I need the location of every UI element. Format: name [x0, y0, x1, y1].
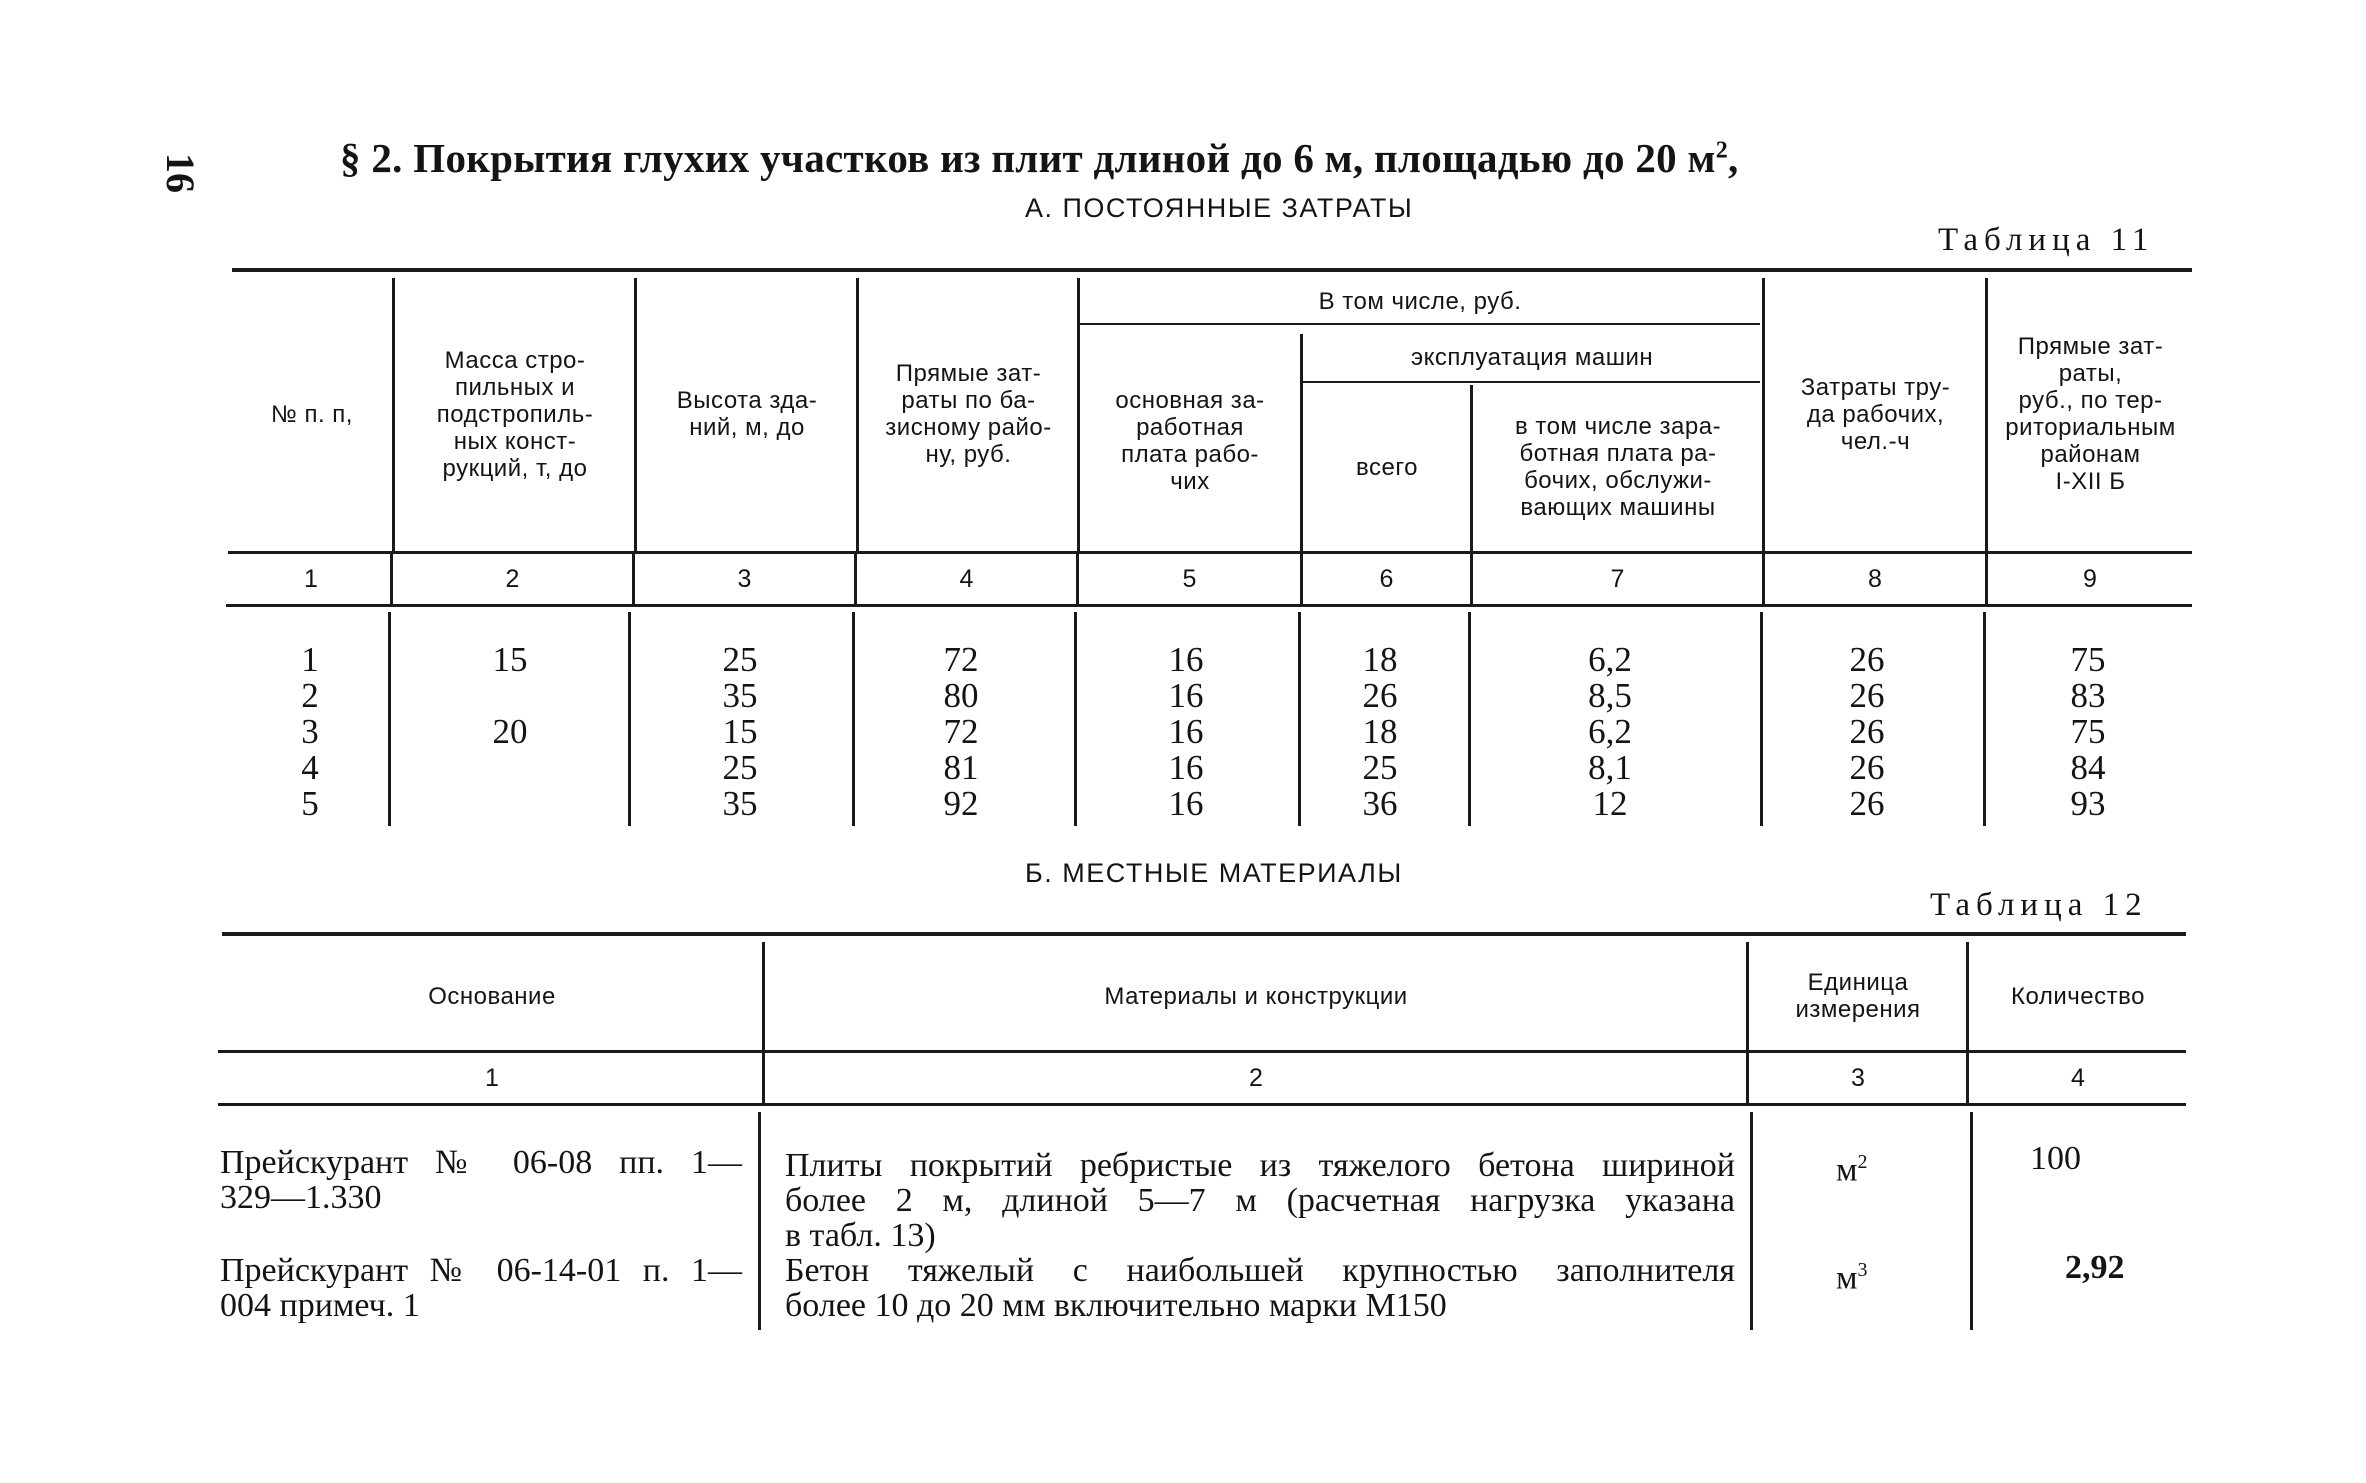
- t11-vline: [852, 612, 855, 826]
- t11-colnum: 9: [2083, 564, 2097, 593]
- t11-vline: [388, 612, 391, 826]
- t12-colnum: 2: [1249, 1063, 1263, 1092]
- t11-colnum: 7: [1610, 564, 1625, 593]
- t11-header-machine-operation: эксплуатация машин: [1410, 343, 1654, 371]
- t11-header-including: В том числе, руб.: [1318, 287, 1522, 315]
- t12-row2-material-line1: Бетон тяжелый с наибольшей крупностью заполнителя: [785, 1252, 1735, 1289]
- t11-header-machine-total: всего: [1356, 453, 1418, 481]
- t12-row1-unit: [1836, 1145, 1868, 1187]
- t12-row2-basis-line2: 004 примеч. 1: [220, 1287, 420, 1324]
- t11-header-mass: Масса стро- пильных и подстропиль- ных конст- рукций, т, до: [436, 346, 594, 482]
- section-title-tail: ,: [1728, 135, 1739, 181]
- t12-header-unit: Единица измерения: [1795, 969, 1921, 1023]
- t12-vline: [1966, 942, 1969, 1050]
- t11-vline: [1762, 278, 1765, 551]
- t11-colnum: 1: [304, 564, 318, 593]
- t11-header-rule: [228, 551, 2192, 554]
- t12-row2-unit: [1836, 1253, 1868, 1295]
- t12-row1-basis-line2: 329—1.330: [220, 1179, 382, 1216]
- t12-vline: [1970, 1112, 1973, 1330]
- t11-header-base-wage: основная за- работная плата рабо- чих: [1115, 387, 1265, 495]
- t12-row1-quantity: 100: [2030, 1140, 2081, 1177]
- t11-top-rule: [232, 268, 2192, 272]
- t12-row2-material-line2: более 10 до 20 мм включительно марки М150: [785, 1287, 1447, 1324]
- subheading-constant-costs: А. ПОСТОЯННЫЕ ЗАТРАТЫ: [1025, 193, 1414, 223]
- t11-colnum: 6: [1379, 564, 1394, 593]
- t12-row2-basis-line1: Прейскурант № 06-14-01 п. 1—: [220, 1252, 742, 1289]
- t12-vline: [758, 1112, 761, 1330]
- t12-header-quantity: Количество: [2011, 982, 2145, 1010]
- t12-row1-material-line2: более 2 м, длиной 5—7 м (расчетная нагрузка указана: [785, 1182, 1735, 1219]
- section-title-text: § 2. Покрытия глухих участков из плит длиной до 6 м, площадью до 20 м: [340, 135, 1716, 181]
- t12-vline: [1966, 1053, 1969, 1103]
- t12-row1-unit-superscript: 2: [1857, 1151, 1868, 1173]
- table-11-label: Таблица 11: [1938, 222, 2155, 258]
- t11-col-height: 25 35 15 25 35: [722, 640, 758, 823]
- page-number: 16: [158, 153, 203, 193]
- t11-vline: [1983, 612, 1986, 826]
- t11-vline: [1760, 612, 1763, 826]
- table-12-label: Таблица 12: [1930, 887, 2148, 923]
- t12-vline: [762, 1053, 765, 1103]
- section-title: [340, 134, 1739, 182]
- t12-header-materials: Материалы и конструкции: [1104, 982, 1408, 1010]
- t12-vline: [762, 942, 765, 1050]
- t11-col-machine-wage: 6,2 8,5 6,2 8,1 12: [1588, 640, 1632, 823]
- t11-group-rule: [1080, 323, 1760, 325]
- t11-vline: [634, 278, 637, 551]
- t11-col-territorial: 75 83 75 84 93: [2070, 640, 2106, 823]
- section-title-superscript: 2: [1715, 137, 1729, 164]
- t11-vline: [392, 278, 395, 551]
- t12-colnum: 3: [1851, 1063, 1865, 1092]
- t12-top-rule: [222, 932, 2186, 936]
- t11-vline: [1298, 612, 1301, 826]
- t11-col-labor: 26 26 26 26 26: [1849, 640, 1885, 823]
- t11-vline: [1074, 612, 1077, 826]
- t11-vline: [1468, 612, 1471, 826]
- t11-vline: [1470, 385, 1473, 551]
- t11-colnum-rule: [226, 604, 2192, 607]
- t11-subgroup-rule: [1302, 381, 1760, 383]
- t11-col-row-number: 1 2 3 4 5: [301, 640, 319, 823]
- t12-vline: [1746, 1053, 1749, 1103]
- t11-header-number: № п. п,: [271, 400, 353, 428]
- t11-colnum: 4: [959, 564, 974, 593]
- t12-row1-basis-line1: Прейскурант № 06-08 пп. 1—: [220, 1144, 742, 1181]
- t11-header-territorial: Прямые зат- раты, руб., по тер- риториальным районам I-XII Б: [2005, 333, 2176, 495]
- t12-colnum-rule: [218, 1103, 2186, 1106]
- t11-header-height: Высота зда- ний, м, до: [676, 387, 818, 441]
- t11-col-mass: 15 20: [492, 640, 528, 751]
- t12-row1-material-line1: Плиты покрытий ребристые из тяжелого бетона шириной: [785, 1147, 1735, 1184]
- t12-colnum: 4: [2071, 1063, 2085, 1092]
- t12-row1-material-line3: в табл. 13): [785, 1217, 936, 1254]
- t12-row2-quantity: 2,92: [2065, 1249, 2125, 1286]
- t11-col-base-wage: 16 16 16 16 16: [1168, 640, 1204, 823]
- t11-colnum: 5: [1182, 564, 1197, 593]
- t11-vline: [1300, 334, 1303, 551]
- t11-col-direct-costs: 72 80 72 81 92: [943, 640, 979, 823]
- t11-colnum: 8: [1868, 564, 1882, 593]
- t12-header-basis: Основание: [428, 982, 556, 1010]
- subheading-local-materials: Б. МЕСТНЫЕ МАТЕРИАЛЫ: [1025, 858, 1403, 888]
- t12-row2-unit-superscript: 3: [1857, 1259, 1868, 1281]
- t11-header-labor: Затраты тру- да рабочих, чел.-ч: [1800, 373, 1951, 455]
- t12-row2-unit-text: м: [1836, 1259, 1858, 1297]
- t11-header-direct-costs: Прямые зат- раты по ба- зисному райо- ну, руб.: [885, 360, 1052, 468]
- t12-header-rule: [218, 1050, 2186, 1053]
- t12-vline: [1750, 1112, 1753, 1330]
- t11-vline: [856, 278, 859, 551]
- t11-col-machine-total: 18 26 18 25 36: [1362, 640, 1398, 823]
- t11-colnum: 3: [737, 564, 752, 593]
- t11-header-machine-wage: в том числе зара- ботная плата ра- бочих, обслужи- вающих машины: [1514, 413, 1722, 521]
- t12-colnum: 1: [485, 1063, 499, 1092]
- t12-vline: [1746, 942, 1749, 1050]
- t12-row1-unit-text: м: [1836, 1151, 1858, 1189]
- t11-colnum: 2: [505, 564, 520, 593]
- t11-vline: [1985, 278, 1988, 551]
- t11-vline: [628, 612, 631, 826]
